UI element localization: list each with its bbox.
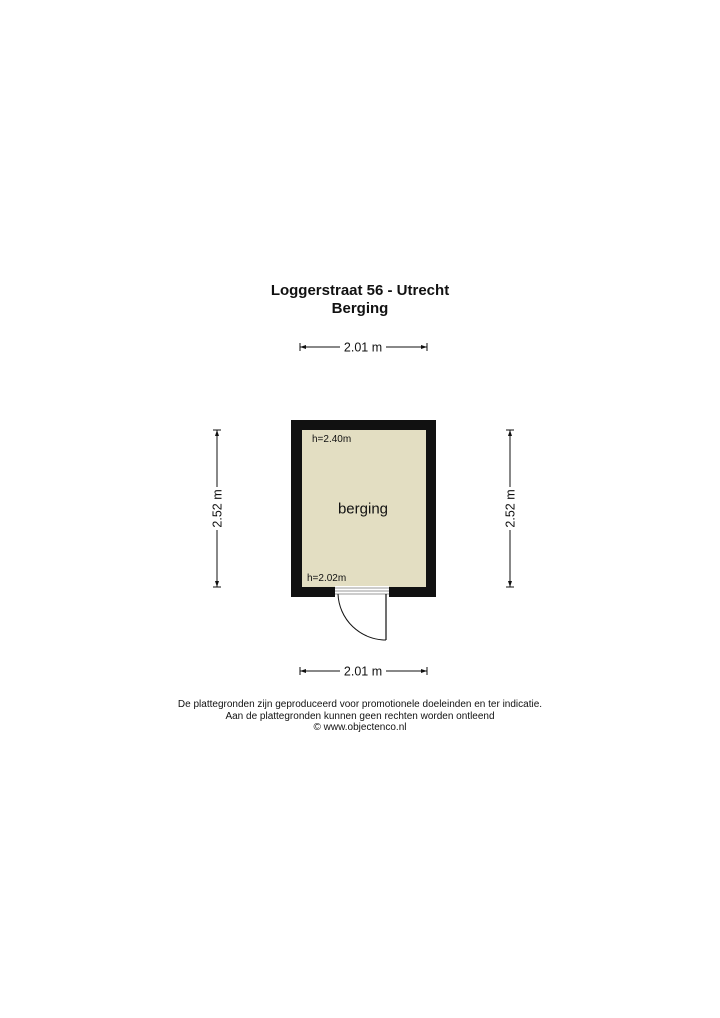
disclaimer-line-2: Aan de plattegronden kunnen geen rechten worden ontleend [225, 710, 495, 722]
plan-title-address: Loggerstraat 56 - Utrecht [270, 282, 450, 299]
dimension-left-label: 2.52 m [210, 489, 225, 528]
room-berging [291, 420, 436, 640]
ceiling-height-label: h=2.40m [312, 434, 352, 445]
door-height-label: h=2.02m [307, 573, 347, 584]
room-label: berging [337, 500, 389, 518]
dimension-left [211, 430, 225, 587]
dimension-top-label: 2.01 m [343, 340, 383, 355]
dimension-bottom [300, 665, 427, 679]
dimension-right-label: 2.52 m [503, 489, 518, 528]
disclaimer-line-1: De plattegronden zijn geproduceerd voor promotionele doeleinden en ter indicatie. [177, 699, 543, 710]
dimension-right [504, 430, 518, 587]
disclaimer [0, 699, 720, 734]
plan-title-floor: Berging [331, 300, 389, 317]
dimension-top [300, 341, 427, 355]
door-swing [338, 594, 386, 640]
dimension-bottom-label: 2.01 m [343, 664, 383, 679]
disclaimer-line-3: © www.objectenco.nl [313, 722, 407, 733]
